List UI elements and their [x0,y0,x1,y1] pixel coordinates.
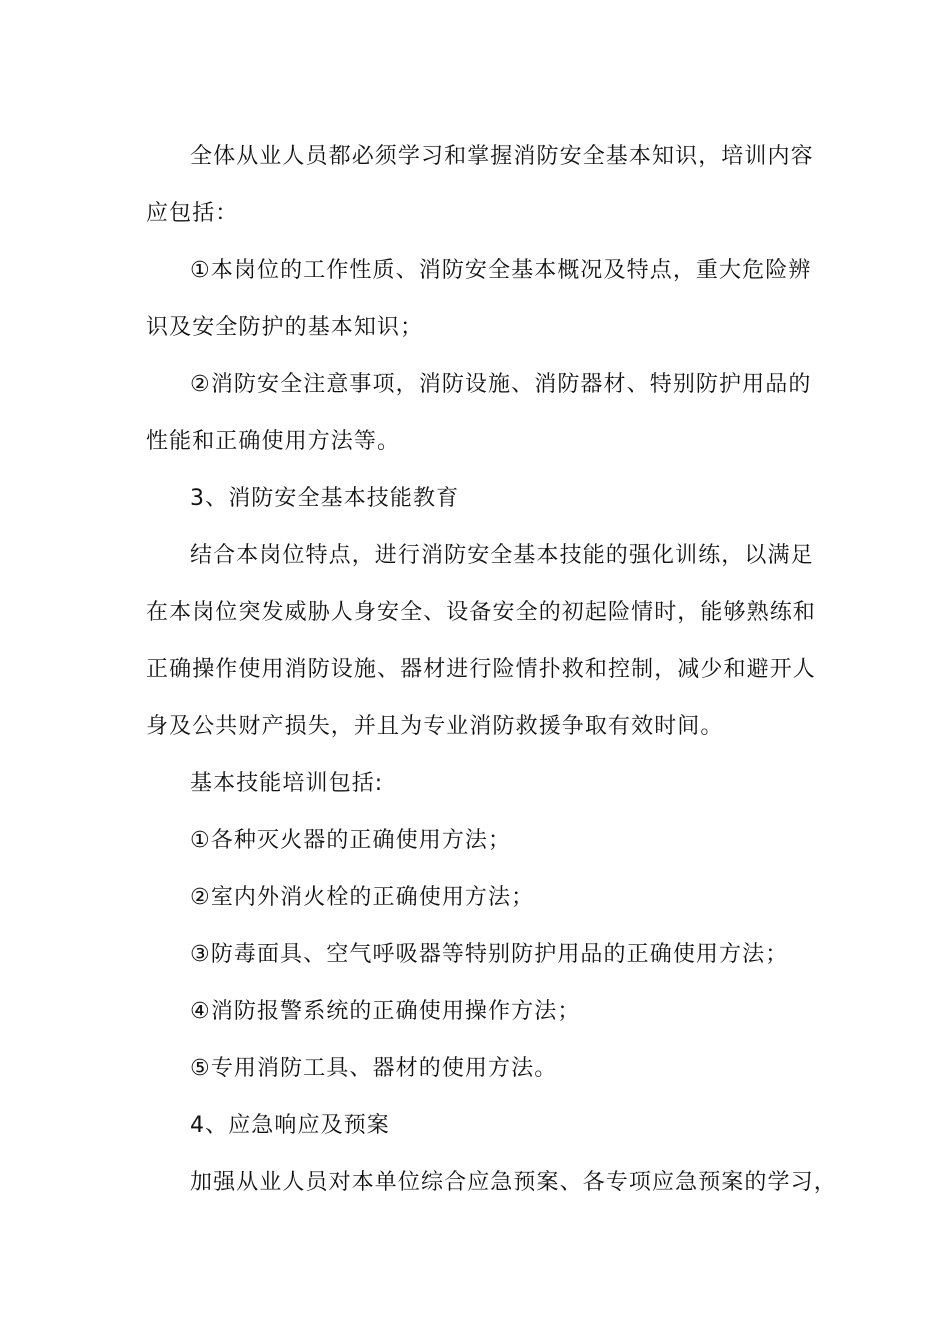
list-item-line: ②消防安全注意事项，消防设施、消防器材、特别防护用品的 [190,372,812,397]
list-item-line: ④消防报警系统的正确使用操作方法； [190,999,581,1024]
list-item-line: 性能和正确使用方法等。 [146,429,401,454]
paragraph-line: 全体从业人员都必须学习和掌握消防安全基本知识，培训内容 [190,144,814,169]
paragraph-line: 加强从业人员对本单位综合应急预案、各专项应急预案的学习， [190,1170,837,1195]
list-item-line: ②室内外消火栓的正确使用方法； [190,885,535,910]
section-heading: 4、应急响应及预案 [190,1113,390,1138]
section-heading: 3、消防安全基本技能教育 [190,486,460,511]
list-item-line: ③防毒面具、空气呼吸器等特别防护用品的正确使用方法； [190,942,789,967]
paragraph-line: 基本技能培训包括: [190,771,384,796]
paragraph-line: 应包括： [146,201,239,226]
paragraph-line: 结合本岗位特点，进行消防安全基本技能的强化训练，以满足 [190,543,814,568]
document-body [146,128,837,1211]
list-item-line: 识及安全防护的基本知识； [146,315,424,340]
paragraph-line: 身及公共财产损失，并且为专业消防救援争取有效时间。 [146,714,724,739]
paragraph-line: 正确操作使用消防设施、器材进行险情扑救和控制，减少和避开人 [146,657,816,682]
paragraph-line: 在本岗位突发威胁人身安全、设备安全的初起险情时，能够熟练和 [146,600,816,625]
list-item-line: ①各种灭火器的正确使用方法； [190,828,512,853]
list-item-line: ⑤专用消防工具、器材的使用方法。 [190,1056,558,1081]
list-item-line: ①本岗位的工作性质、消防安全基本概况及特点，重大危险辨 [190,258,812,283]
